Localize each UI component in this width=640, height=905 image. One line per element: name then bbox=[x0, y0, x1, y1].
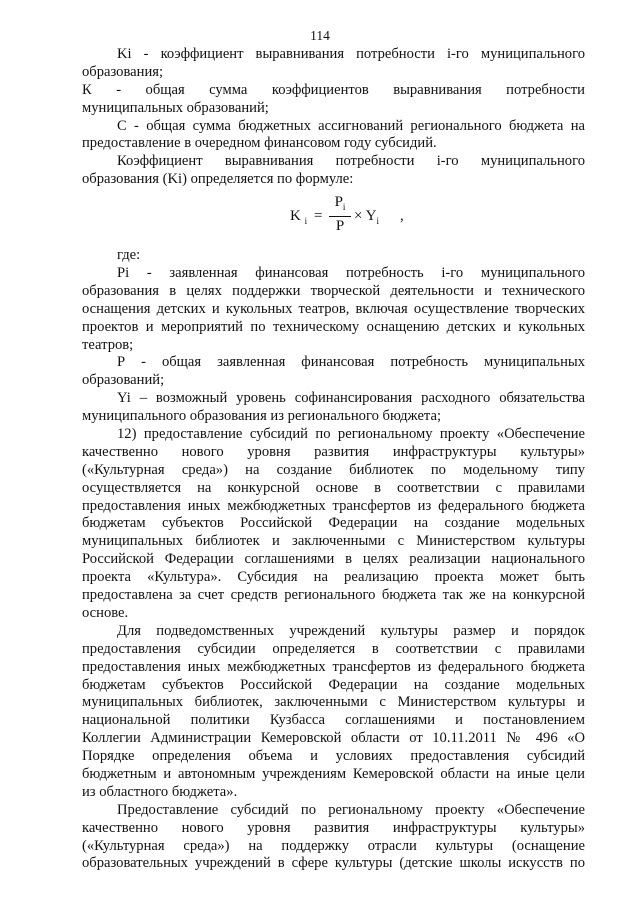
text-line: образования; bbox=[82, 63, 164, 80]
text-line: предоставления субсидии определяется в соответствии с правилами bbox=[82, 640, 585, 657]
text-line: образования в целях поддержки творческой деятельности и технического bbox=[82, 282, 585, 299]
text-line: Для подведомственных учреждений культуры размер и порядок bbox=[117, 622, 585, 639]
text-line: муниципальных образований; bbox=[82, 99, 269, 116]
document-body bbox=[82, 46, 585, 873]
text-line: Р - общая заявленная финансовая потребность муниципальных bbox=[117, 354, 585, 371]
text-line: 12) предоставление субсидий по региональному проекту «Обеспечение bbox=[117, 426, 585, 443]
page-number: 114 bbox=[310, 28, 330, 43]
text-line: Предоставление субсидий по региональному проекту «Обеспечение bbox=[117, 801, 585, 818]
text-line: («Культурная среда») на поддержку отрасли культуры (оснащение bbox=[82, 837, 585, 854]
formula-denominator: P bbox=[335, 218, 345, 235]
text-line: бюджетам субъектов Российской Федерации на создание модельных bbox=[82, 676, 585, 693]
text-line: театров; bbox=[82, 336, 134, 353]
text-line: проекта «Культура». Субсидия на реализацию проекта может быть bbox=[82, 569, 585, 586]
formula-numerator: $P_i$ bbox=[329, 193, 351, 217]
text-line: осуществляется на конкурсной основе в соответствии с правилами bbox=[82, 479, 585, 496]
text-line: из областного бюджета». bbox=[82, 783, 238, 800]
text-block-main bbox=[82, 247, 585, 873]
text-line: муниципальных библиотек, заключенными с Министерством культуры и bbox=[82, 694, 585, 711]
text-line: национальной политики Кузбасса соглашениями и постановлением bbox=[82, 712, 585, 729]
text-line: предоставления иных межбюджетных трансфертов из федерального бюджета bbox=[82, 658, 585, 675]
text-line: С - общая сумма бюджетных ассигнований регионального бюджета на bbox=[117, 117, 585, 134]
text-line: качественно нового уровня развития инфраструктуры культуры» bbox=[82, 443, 585, 460]
text-line: бюджетам субъектов Российской Федерации на создание модельных bbox=[82, 515, 585, 532]
text-line: образования (Ki) определяется по формуле: bbox=[82, 171, 354, 188]
text-line: («Культурная среда») на создание библиотек по модельному типу bbox=[82, 461, 585, 478]
text-line: качественно нового уровня развития инфраструктуры культуры» bbox=[82, 819, 585, 836]
formula-rhs: × $Y_i$ bbox=[354, 208, 380, 227]
text-line: основе. bbox=[82, 604, 129, 621]
formula-lhs: K $_i$ bbox=[290, 208, 308, 227]
text-line: муниципальных библиотек и заключенными с Министерством культуры bbox=[82, 533, 585, 550]
text-line: оснащения детских и кукольных театров, включая осуществление творческих bbox=[82, 300, 585, 317]
text-line: бюджетным и автономным учреждениям Кемеровской области на иные цели bbox=[82, 765, 585, 782]
text-line: предоставления иных межбюджетных трансфертов из федерального бюджета bbox=[82, 497, 585, 514]
text-line: К - общая сумма коэффициентов выравнивания потребности bbox=[82, 81, 585, 98]
text-line: образований; bbox=[82, 372, 165, 389]
text-line: где: bbox=[117, 247, 141, 264]
text-line: Yi – возможный уровень софинансирования расходного обязательства bbox=[117, 390, 585, 407]
formula-equals: = bbox=[314, 208, 323, 225]
text-line: Коэффициент выравнивания потребности i-го муниципального bbox=[117, 153, 585, 170]
text-line: Коллегии Администрации Кемеровской области от 10.11.2011 № 496 «О bbox=[82, 730, 585, 747]
text-line: Порядке определения объема и условиях предоставления субсидий bbox=[82, 748, 585, 765]
text-line: муниципального образования из регионального бюджета; bbox=[82, 408, 442, 425]
text-line: Рi - заявленная финансовая потребность i-го муниципального bbox=[117, 265, 585, 282]
text-line: предоставлена за счет средств регионального бюджета так же на конкурсной bbox=[82, 587, 585, 604]
text-line: проектов и мероприятий по техническому оснащению детских и кукольных bbox=[82, 318, 585, 335]
text-line: образовательных учреждений в сфере культуры (детские школы искусств по bbox=[82, 855, 585, 872]
text-line: Ki - коэффициент выравнивания потребности i-го муниципального bbox=[117, 46, 585, 62]
formula-fraction bbox=[329, 193, 351, 235]
text-block-definitions bbox=[82, 46, 585, 189]
text-line: Российской Федерации соглашениями в целях реализации национального bbox=[82, 551, 585, 568]
text-line: предоставление в очередном финансовом году субсидий. bbox=[82, 135, 437, 152]
formula-ki bbox=[82, 189, 585, 247]
formula-comma: , bbox=[400, 208, 404, 225]
